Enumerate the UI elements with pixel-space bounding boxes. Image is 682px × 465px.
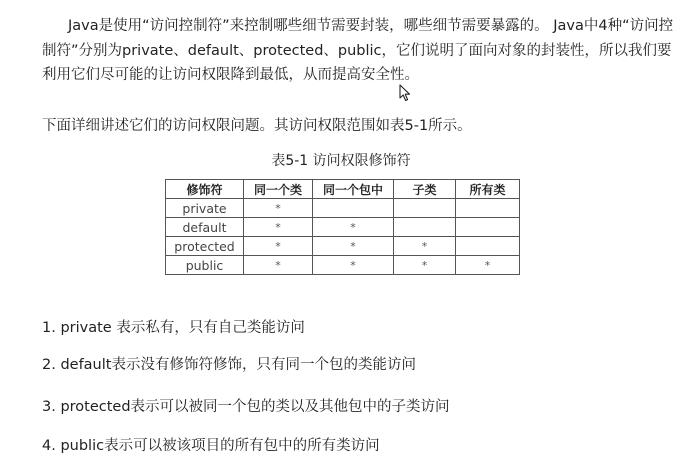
mouse-pointer-icon (399, 84, 411, 106)
modifier-name: default (166, 218, 244, 237)
list-item: 3. protected表示可以被同一个包的类以及其他包中的子类访问 (42, 399, 450, 415)
list-item: 4. public表示可以被该项目的所有包中的所有类访问 (42, 438, 380, 454)
table-row (166, 237, 520, 256)
modifier-name: protected (166, 237, 244, 256)
cell-same-package: * (313, 256, 394, 275)
cell-subclass: * (394, 237, 456, 256)
table-row (166, 218, 520, 237)
cell-same-class: * (244, 237, 313, 256)
modifier-name: public (166, 256, 244, 275)
table-row (166, 256, 520, 275)
intro-paragraph: Java是使用“访问控制符”来控制哪些细节需要封装，哪些细节需要暴露的。 Java中4种“访问控制符”分别为private、default、protected、public，它们说明了面向对象的封装性，所以我们要利用它们尽可能的让访问权限降到最低，从而提高安全性。 (42, 18, 674, 83)
cell-subclass: * (394, 256, 456, 275)
header-same-package: 同一个包中 (313, 180, 394, 199)
list-item: 1. private 表示私有，只有自己类能访问 (42, 320, 305, 336)
cell-all-classes (456, 218, 520, 237)
table-intro-paragraph: 下面详细讲述它们的访问权限问题。其访问权限范围如表5-1所示。 (42, 118, 472, 134)
access-modifier-table (165, 179, 520, 275)
table-row (166, 199, 520, 218)
cell-same-class: * (244, 218, 313, 237)
cell-same-class: * (244, 199, 313, 218)
table-header-row (166, 180, 520, 199)
header-subclass: 子类 (394, 180, 456, 199)
header-same-class: 同一个类 (244, 180, 313, 199)
header-modifier: 修饰符 (166, 180, 244, 199)
cell-all-classes (456, 199, 520, 218)
cell-same-class: * (244, 256, 313, 275)
cell-same-package: * (313, 218, 394, 237)
cell-all-classes: * (456, 256, 520, 275)
cell-all-classes (456, 237, 520, 256)
cell-same-package (313, 199, 394, 218)
cell-same-package: * (313, 237, 394, 256)
header-all-classes: 所有类 (456, 180, 520, 199)
table-caption: 表5-1 访问权限修饰符 (271, 153, 411, 169)
cell-subclass (394, 199, 456, 218)
modifier-name: private (166, 199, 244, 218)
cell-subclass (394, 218, 456, 237)
list-item: 2. default表示没有修饰符修饰，只有同一个包的类能访问 (42, 357, 416, 373)
